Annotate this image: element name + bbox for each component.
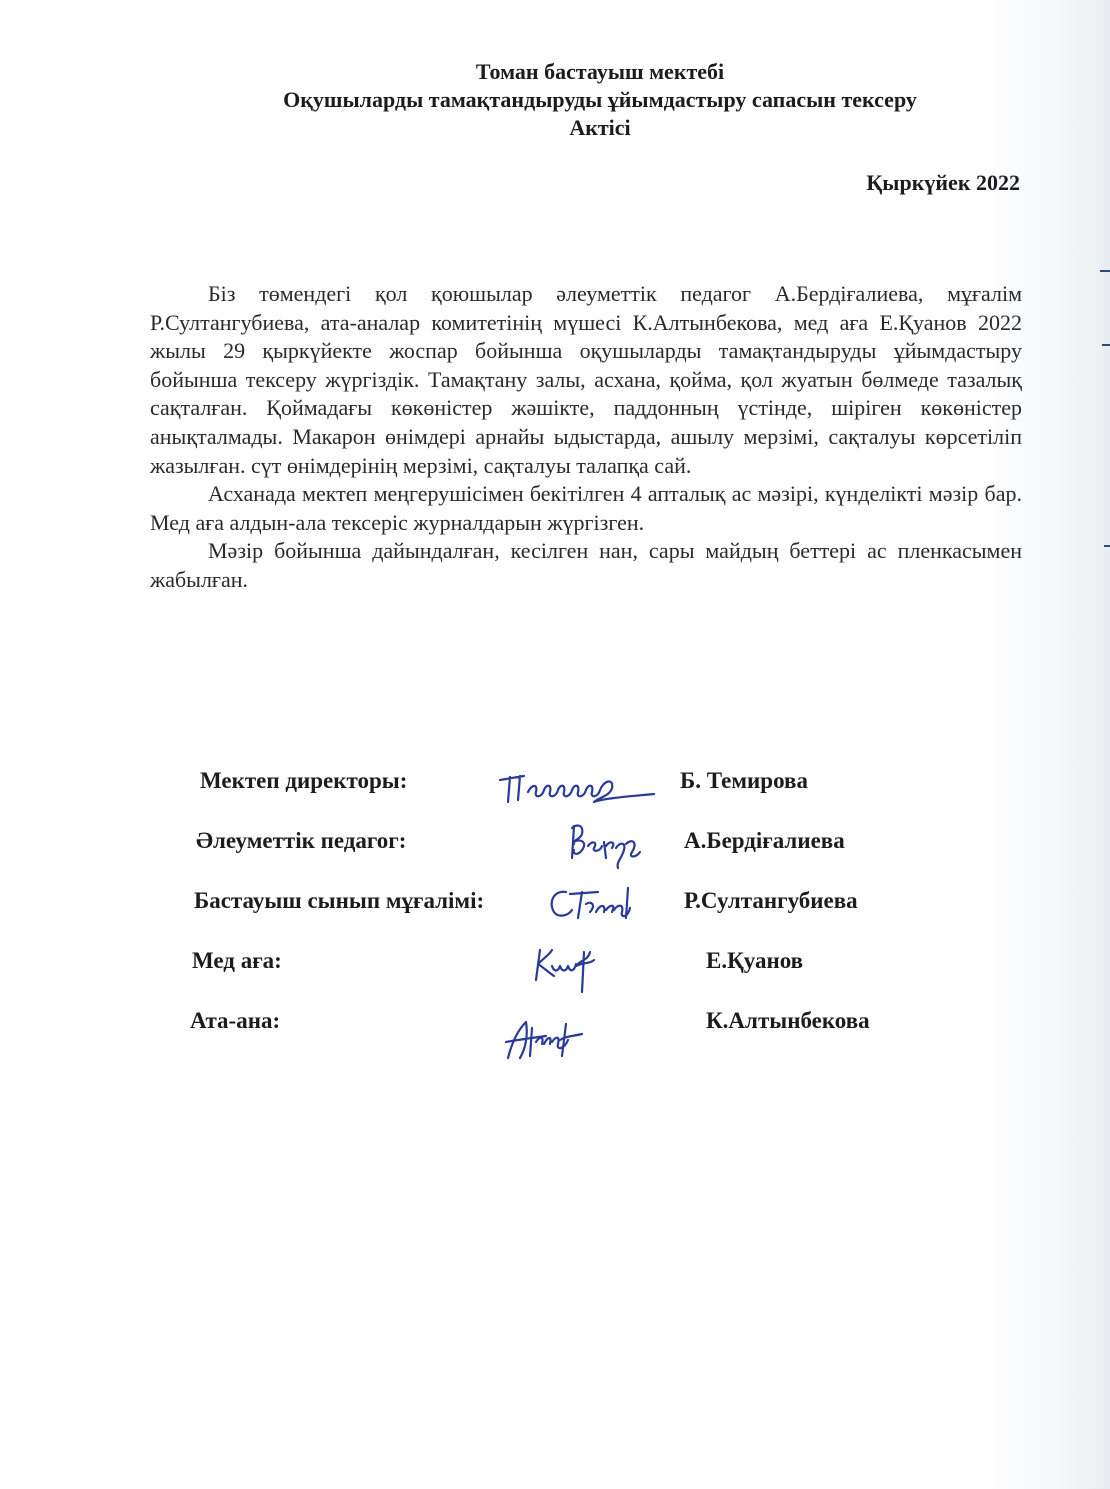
page-edge-mark — [1102, 344, 1110, 346]
school-name: Томан бастауыш мектебі — [475, 59, 725, 84]
signatory-name: К.Алтынбекова — [706, 1008, 870, 1033]
body-paragraph: Асханада мектеп меңгерушісімен бекітілген 4 апталық ас мәзірі, күнделікті мәзір бар. Мед аға алдын-ала тексеріс журналдарын жүргізген. — [150, 481, 1022, 535]
document-date: Қыркүйек 2022 — [866, 170, 1020, 195]
signatory-name: Е.Қуанов — [706, 948, 804, 973]
signature-row-social-pedagogue — [0, 822, 1110, 882]
document-title: Оқушыларды тамақтандыруды ұйымдастыру сапасын тексеру — [283, 87, 917, 112]
signatory-name: Б. Темирова — [680, 768, 808, 793]
signature-row-director — [0, 762, 1110, 822]
handwritten-signature — [502, 1012, 602, 1082]
page-edge-mark — [1100, 270, 1110, 272]
handwritten-signature — [544, 882, 644, 932]
signatory-name: Р.Султангубиева — [684, 888, 858, 913]
signature-role: Мед аға: — [192, 948, 282, 973]
document-body — [150, 280, 1022, 595]
signature-role: Бастауыш сынып мұғалімі: — [194, 888, 485, 913]
handwritten-signature — [494, 762, 674, 812]
document-subtitle: Актісі — [569, 115, 631, 140]
body-paragraph: Мәзір бойынша дайындалған, кесілген нан, сары майдың беттері ас пленкасымен жабылған. — [150, 538, 1022, 592]
page-edge-mark — [1104, 545, 1110, 547]
document-header — [150, 58, 1050, 142]
signatory-name: А.Бердіғалиева — [684, 828, 845, 853]
signature-role: Мектеп директоры: — [200, 768, 408, 793]
handwritten-signature — [566, 818, 656, 878]
signature-role: Ата-ана: — [190, 1008, 281, 1033]
signature-row-parent — [0, 1002, 1110, 1062]
signature-row-medical-staff — [0, 942, 1110, 1002]
signature-row-primary-teacher — [0, 882, 1110, 942]
handwritten-signature — [528, 942, 608, 1002]
signature-role: Әлеуметтік педагог: — [196, 828, 407, 853]
body-paragraph: Біз төмендегі қол қоюшылар әлеуметтік педагог А.Бердіғалиева, мұғалім Р.Султангубиева, ата-аналар комитетінің мүшесі К.Алтынбекова, мед аға Е.Қуанов 2022 жылы 29 қыркүйекте жоспар бойынша оқушыларды тамақтандыруды ұйымдастыру бойынша тексеру жүргіздік. Тамақтану залы, асхана, қойма, қол жуатын бөлмеде тазалық сақталған. Қоймадағы көкөністер жәшікте, паддонның үстінде, шіріген көкөністер анықталмады. Макарон өнімдері арнайы ыдыстарда, ашылу мерзімі, сақталуы көрсетіліп жазылған. сүт өнімдерінің мерзімі, сақталуы талапқа сай. — [150, 281, 1022, 478]
